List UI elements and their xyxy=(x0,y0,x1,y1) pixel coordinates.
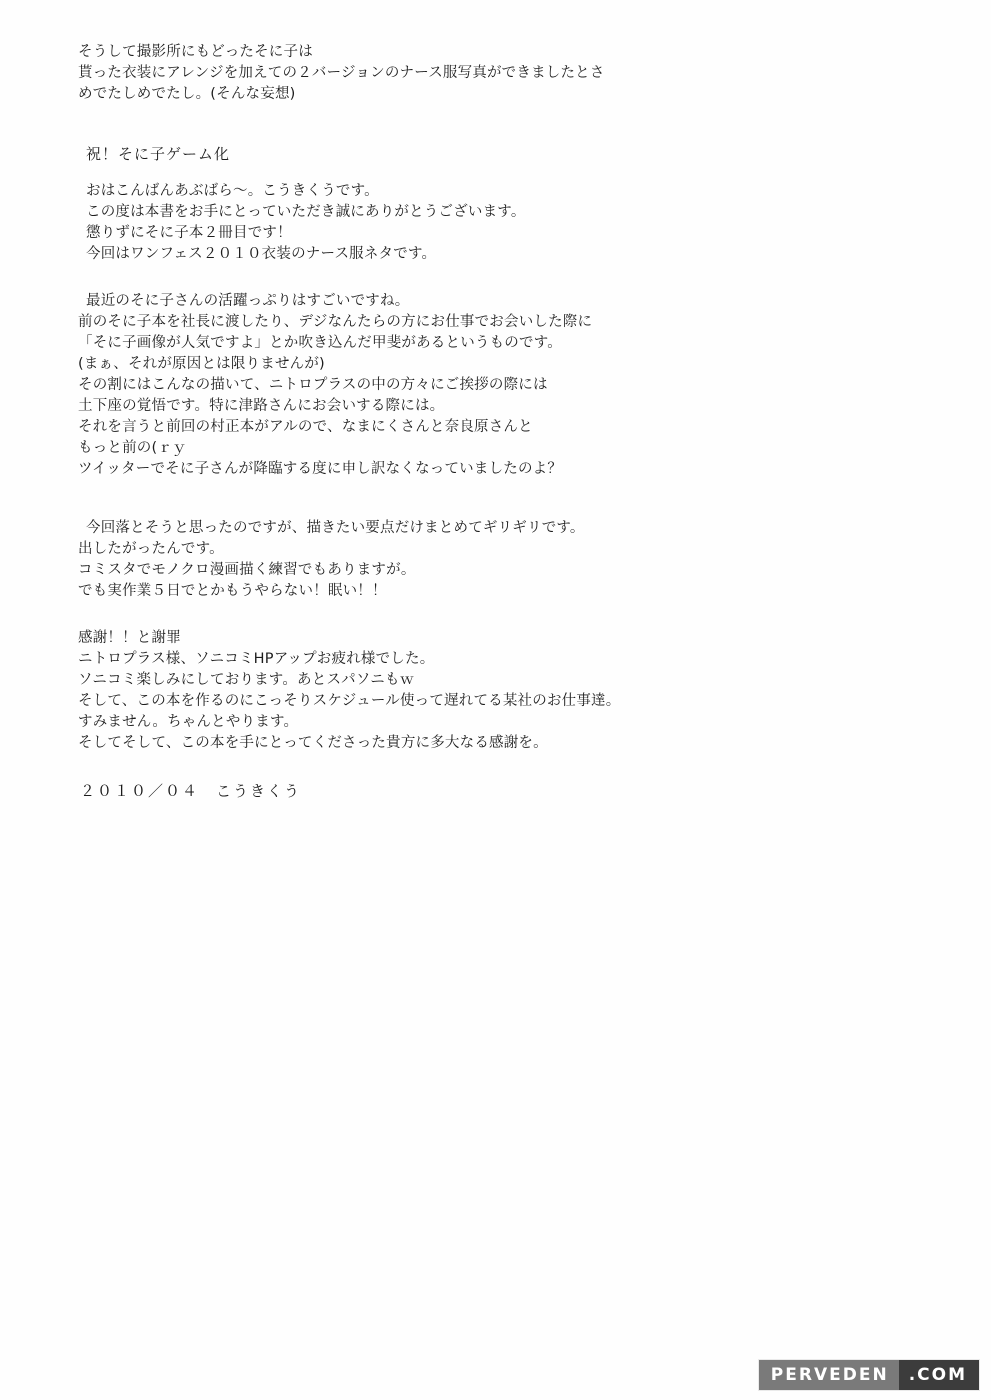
spacer xyxy=(78,602,918,628)
thanks-block xyxy=(78,628,918,754)
intro-block xyxy=(78,42,918,105)
greeting-line: 懲りずにそに子本２冊目です！ xyxy=(86,225,292,241)
intro-line: そうして撮影所にもどったそに子は xyxy=(78,44,313,60)
section-heading: 祝！そに子ゲーム化 xyxy=(86,145,231,163)
main-line: それを言うと前回の村正本がアルので、なまにくさんと奈良原さんと xyxy=(78,419,533,435)
spacer xyxy=(78,265,918,291)
greeting-block xyxy=(78,181,918,265)
spacer xyxy=(78,480,918,518)
greeting-line: 今回はワンフェス２０１０衣装のナース服ネタです。 xyxy=(86,246,437,262)
intro-line: 貰った衣装にアレンジを加えての２バージョンのナース服写真ができましたとさ xyxy=(78,65,605,81)
thanks-line: ソニコミ楽しみにしております。あとスパソニもｗ xyxy=(78,672,415,688)
greeting-line: おはこんばんあぶばら～。こうきくうです。 xyxy=(86,183,379,199)
thanks-line: 感謝！！と謝罪 xyxy=(78,630,181,646)
main-line: ツイッターでそに子さんが降臨する度に申し訳なくなっていましたのよ？ xyxy=(78,461,563,477)
intro-line: めでたしめでたし。(そんな妄想) xyxy=(78,86,296,102)
spacer xyxy=(78,165,918,181)
schedule-line: でも実作業５日でとかもうやらない！眠い！！ xyxy=(78,583,387,599)
schedule-block xyxy=(78,518,918,602)
main-line: 最近のそに子さんの活躍っぷりはすごいですね。 xyxy=(86,293,410,309)
main-line: 前のそに子本を社長に渡したり、デジなんたらの方にお仕事でお会いした際に xyxy=(78,314,593,330)
main-line: その割にはこんなの描いて、ニトロプラスの中の方々にご挨拶の際には xyxy=(78,377,548,393)
main-line: 「そに子画像が人気ですよ」とか吹き込んだ甲斐があるというものです。 xyxy=(78,335,562,351)
thanks-line: そして、この本を作るのにこっそりスケジュール使って遅れてる某社のお仕事達。 xyxy=(78,693,621,709)
schedule-line: 今回落とそうと思ったのですが、描きたい要点だけまとめてギリギリです。 xyxy=(86,520,585,536)
main-line: (まぁ、それが原因とは限りませんが) xyxy=(78,356,325,372)
signature-line: ２０１０／０４ こうきくう xyxy=(80,782,302,800)
site-watermark xyxy=(759,1360,979,1390)
main-line: もっと前の(ｒｙ xyxy=(78,440,187,456)
main-line: 土下座の覚悟です。特に津路さんにお会いする際には。 xyxy=(78,398,445,414)
main-block xyxy=(78,291,918,480)
spacer xyxy=(78,754,918,780)
watermark-left-text: PERVEDEN xyxy=(759,1360,899,1390)
thanks-line: すみません。ちゃんとやります。 xyxy=(78,714,299,730)
thanks-line: ニトロプラス様、ソニコミHPアップお疲れ様でした。 xyxy=(78,651,435,667)
schedule-line: コミスタでモノクロ漫画描く練習でもありますが。 xyxy=(78,562,416,578)
greeting-line: この度は本書をお手にとっていただき誠にありがとうございます。 xyxy=(86,204,526,220)
afterword-text xyxy=(78,42,918,801)
thanks-line: そしてそして、この本を手にとってくださった貴方に多大なる感謝を。 xyxy=(78,735,548,751)
schedule-line: 出したがったんです。 xyxy=(78,541,224,557)
watermark-right-text: .COM xyxy=(899,1360,979,1390)
spacer xyxy=(78,105,918,143)
